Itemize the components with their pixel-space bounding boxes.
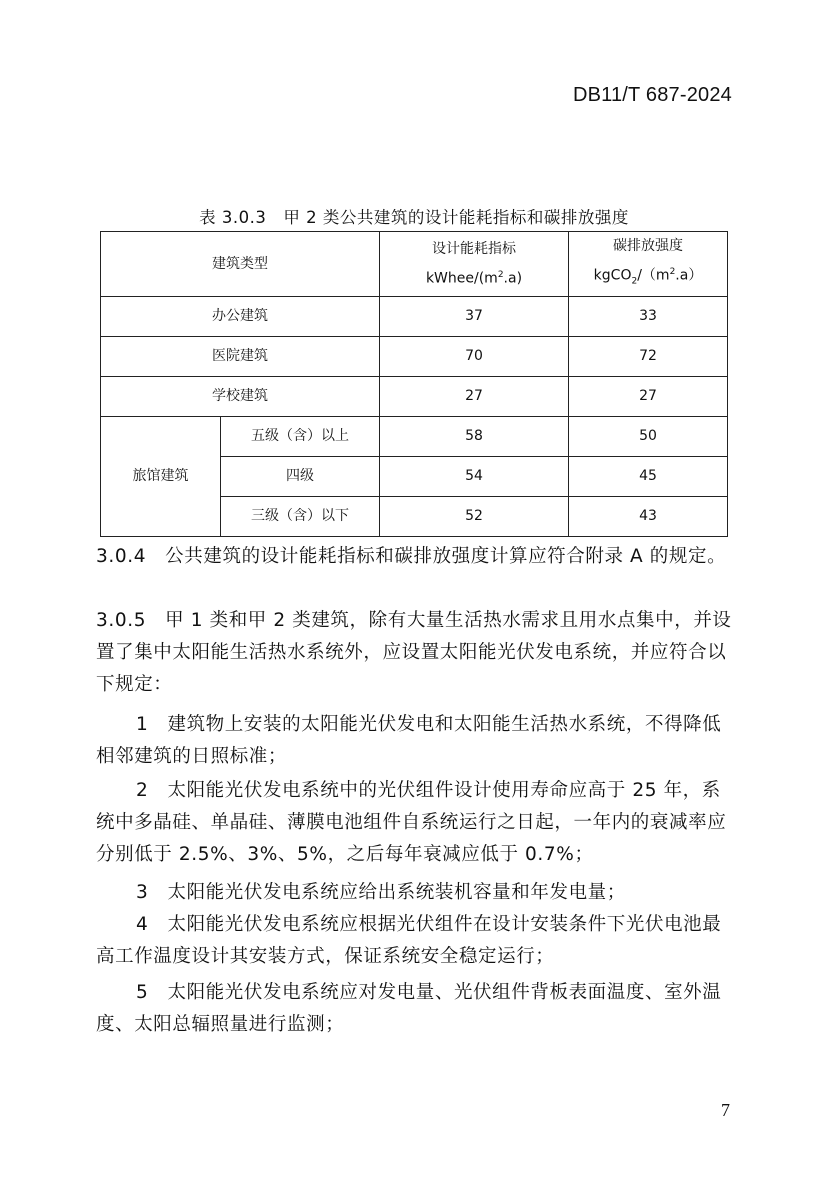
cell-carbon: 72 [569, 337, 728, 377]
table-row [101, 337, 728, 377]
clause-item-2: 2 太阳能光伏发电系统中的光伏组件设计使用寿命应高于 25 年，系统中多晶硅、单晶硅、薄膜电池组件自系统运行之日起，一年内的衰减率应分别低于 2.5%、3%、5%，之后每年衰减应低于 0.7%； [96, 780, 727, 865]
table-header-row [101, 232, 728, 297]
clause-3-0-5: 3.0.5 甲 1 类和甲 2 类建筑，除有大量生活热水需求且用水点集中，并设置了集中太阳能生活热水系统外，应设置太阳能光伏发电系统，并应符合以下规定： [96, 610, 732, 695]
clause-item-3: 3 太阳能光伏发电系统应给出系统装机容量和年发电量； [136, 882, 626, 903]
header-energy-label: 设计能耗指标 [432, 241, 516, 258]
cell-energy: 52 [380, 497, 569, 537]
cell-grade: 五级（含）以上 [221, 417, 380, 457]
cell-grade: 三级（含）以下 [221, 497, 380, 537]
cell-carbon: 50 [569, 417, 728, 457]
header-carbon-label: 碳排放强度 [613, 238, 683, 255]
document-code: DB11/T 687-2024 [572, 84, 732, 106]
header-carbon-unit: $kgCO_2/(m^2.a)$ [593, 267, 703, 287]
header-carbon-intensity [569, 232, 728, 297]
header-energy-index [380, 232, 569, 297]
cell-energy: 27 [380, 377, 569, 417]
cell-type: 办公建筑 [101, 297, 380, 337]
cell-carbon: 45 [569, 457, 728, 497]
cell-grade: 四级 [221, 457, 380, 497]
table-row [101, 417, 728, 457]
cell-type: 医院建筑 [101, 337, 380, 377]
cell-type: 学校建筑 [101, 377, 380, 417]
header-energy-unit: kWhee/$(m^2.a)$ [425, 270, 523, 287]
cell-carbon: 43 [569, 497, 728, 537]
header-building-type: 建筑类型 [101, 232, 380, 297]
clause-item-5: 5 太阳能光伏发电系统应对发电量、光伏组件背板表面温度、室外温度、太阳总辐照量进行监测； [96, 982, 722, 1035]
cell-energy: 54 [380, 457, 569, 497]
table-caption: 表 3.0.3 甲 2 类公共建筑的设计能耗指标和碳排放强度 [199, 208, 629, 227]
clause-item-4: 4 太阳能光伏发电系统应根据光伏组件在设计安装条件下光伏电池最高工作温度设计其安装方式，保证系统安全稳定运行； [96, 914, 722, 967]
cell-energy: 58 [380, 417, 569, 457]
cell-carbon: 33 [569, 297, 728, 337]
cell-carbon: 27 [569, 377, 728, 417]
clause-item-1: 1 建筑物上安装的太阳能光伏发电和太阳能生活热水系统，不得降低相邻建筑的日照标准； [96, 714, 722, 767]
table-row [101, 297, 728, 337]
energy-carbon-table [100, 231, 728, 537]
table-row [101, 377, 728, 417]
page-number: 7 [721, 1100, 730, 1120]
cell-energy: 70 [380, 337, 569, 377]
cell-hotel-type: 旅馆建筑 [101, 417, 221, 537]
cell-energy: 37 [380, 297, 569, 337]
clause-3-0-4: 3.0.4 公共建筑的设计能耗指标和碳排放强度计算应符合附录 A 的规定。 [96, 546, 727, 567]
